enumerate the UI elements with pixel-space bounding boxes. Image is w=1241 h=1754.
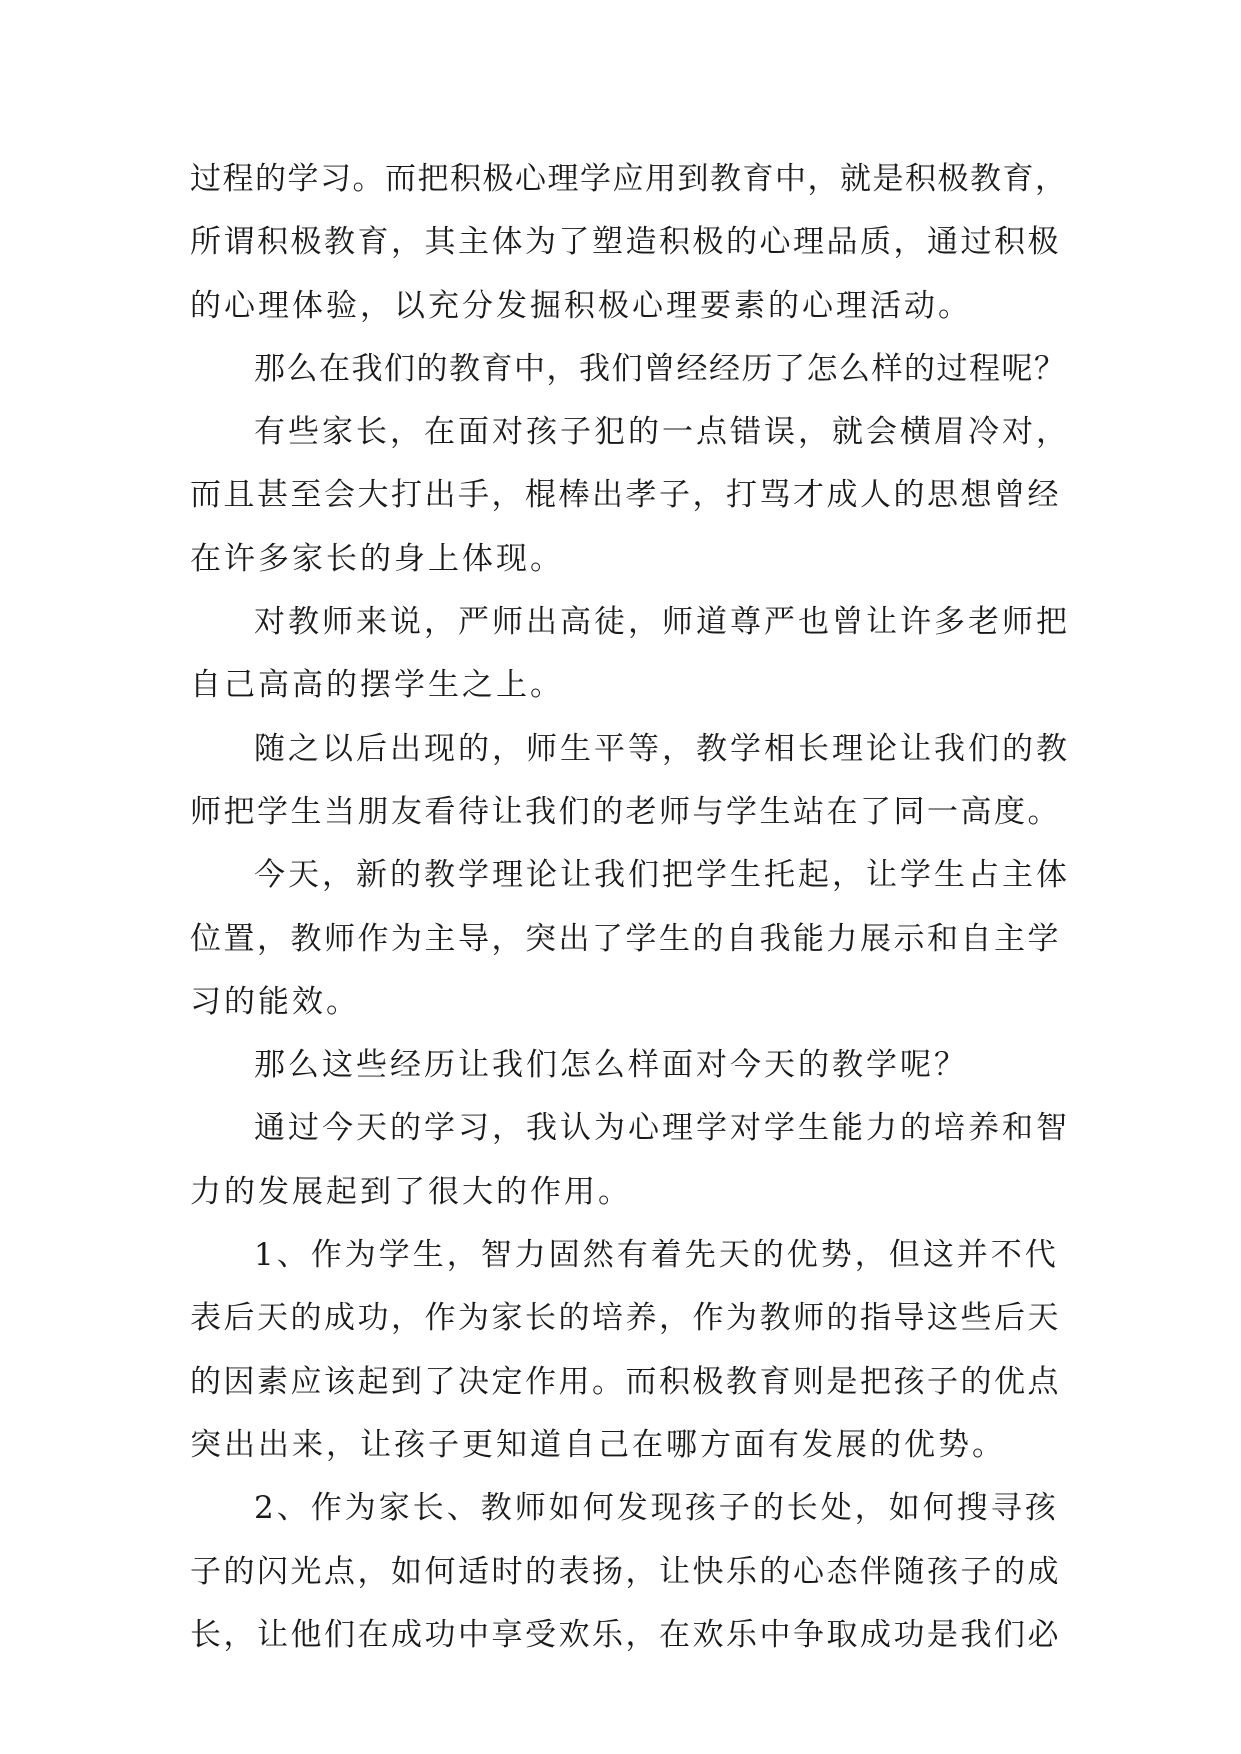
text-line: 在许多家长的身上体现。 <box>190 540 564 577</box>
text-line: 师把学生当朋友看待让我们的老师与学生站在了同一高度。 <box>190 793 1061 830</box>
text-line: 而且甚至会大打出手，棍棒出孝子，打骂才成人的思想曾经 <box>190 477 1061 514</box>
text-line: 力的发展起到了很大的作用。 <box>190 1173 632 1210</box>
text-line: 自己高高的摆学生之上。 <box>190 667 564 704</box>
text-line: 表后天的成功，作为家长的培养，作为教师的指导这些后天 <box>190 1300 1061 1337</box>
text-line: 通过今天的学习，我认为心理学对学生能力的培养和智 <box>254 1110 1070 1147</box>
text-line: 随之以后出现的，师生平等，教学相长理论让我们的教 <box>254 730 1070 767</box>
text-line: 今天，新的教学理论让我们把学生托起，让学生占主体 <box>254 857 1070 894</box>
text-line: 位置，教师作为主导，突出了学生的自我能力展示和自主学 <box>190 920 1061 957</box>
body-text <box>190 148 1070 1667</box>
text-line: 2、作为家长、教师如何发现孩子的长处，如何搜寻孩 <box>254 1490 1059 1527</box>
text-line: 1、作为学生，智力固然有着先天的优势，但这并不代 <box>254 1237 1059 1274</box>
text-line: 的因素应该起到了决定作用。而积极教育则是把孩子的优点 <box>190 1363 1061 1400</box>
text-line: 对教师来说，严师出高徒，师道尊严也曾让许多老师把 <box>254 604 1070 641</box>
text-line: 突出出来，让孩子更知道自己在哪方面有发展的优势。 <box>190 1426 1006 1463</box>
text-line: 所谓积极教育，其主体为了塑造积极的心理品质，通过积极 <box>190 224 1061 261</box>
text-line: 过程的学习。而把积极心理学应用到教育中，就是积极教育， <box>190 161 1068 197</box>
text-line: 习的能效。 <box>190 983 360 1020</box>
text-line: 那么这些经历让我们怎么样面对今天的教学呢？ <box>254 1047 968 1084</box>
text-line: 有些家长，在面对孩子犯的一点错误，就会横眉冷对， <box>254 414 1070 451</box>
text-line: 那么在我们的教育中，我们曾经经历了怎么样的过程呢？ <box>254 350 1067 387</box>
text-line: 长，让他们在成功中享受欢乐，在欢乐中争取成功是我们必 <box>190 1616 1061 1653</box>
text-line: 子的闪光点，如何适时的表扬，让快乐的心态伴随孩子的成 <box>190 1553 1061 1590</box>
text-line: 的心理体验，以充分发掘积极心理要素的心理活动。 <box>190 287 972 324</box>
